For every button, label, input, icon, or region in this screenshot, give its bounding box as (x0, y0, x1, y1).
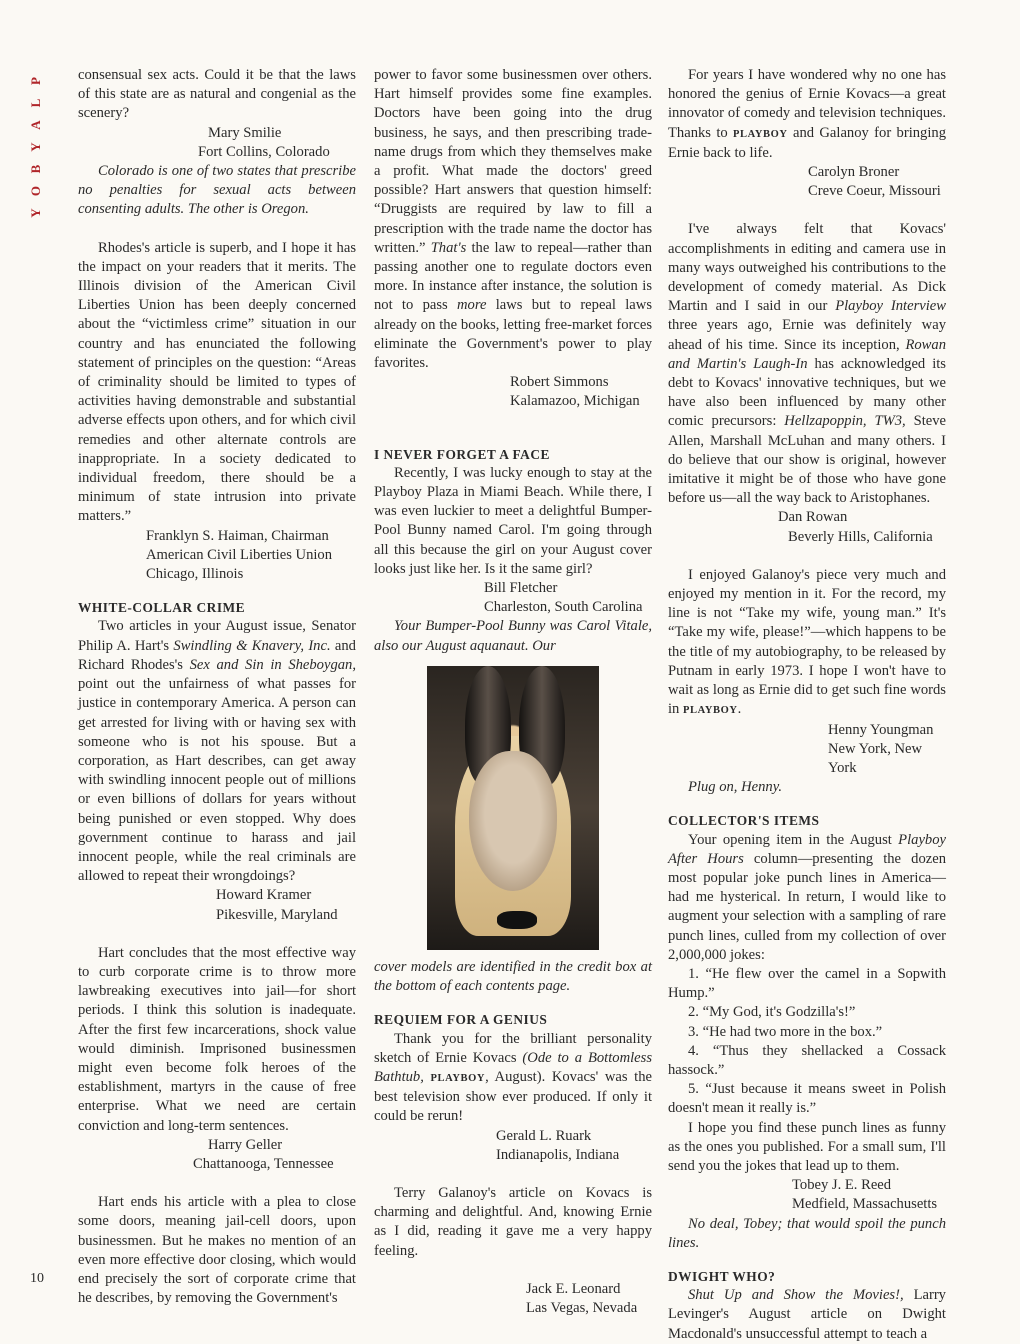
signature-name: Bill Fletcher (484, 580, 558, 597)
signature-name: Henny Youngman (828, 721, 934, 738)
signature-name: Mary Smilie (208, 124, 282, 141)
list-item: 1. “He flew over the camel in a Sopwith Hump.” (668, 965, 946, 1002)
signature-location: Chicago, Illinois (146, 566, 244, 583)
signature (78, 124, 356, 162)
letter-text: I enjoyed Galanoy's piece very much and enjoyed my mention in it. For the record, my line is not “Take my wife, young man.” It's “Take my wife, please!”—which happens to be the title of my autobiography, to be released by Putnam in early 1973. I hope I won't have to wait as long as Ernie did to get such fine words in PLAYBOY. (668, 566, 946, 718)
signature (374, 1280, 652, 1318)
list-item: 2. “My God, it's Godzilla's!” (688, 1004, 856, 1021)
letter-text: For years I have wondered why no one has honored the genius of Ernie Kovacs—a great innovator of comedy and television techniques. Thanks to PLAYBOY and Galanoy for bringing Ernie back to life. (668, 67, 946, 161)
signature (374, 373, 652, 411)
letter-text: consensual sex acts. Could it be that the laws of this state are as natural and congenial as the scenery? (78, 67, 356, 122)
section-heading: REQUIEM FOR A GENIUS (374, 1012, 548, 1028)
letter-text: Recently, I was lucky enough to stay at the Playboy Plaza in Miami Beach. While there, I was even luckier to meet a delightful Bumper-Pool Bunny named Carol. I'm going through all this because the girl on your August cover looks just like her. Is it the same girl? (374, 464, 652, 577)
editor-reply: cover models are identified in the credit box at the bottom of each contents page. (374, 958, 652, 995)
signature-name: Jack E. Leonard (526, 1280, 621, 1297)
bunny-photo (427, 666, 599, 950)
signature-location: Kalamazoo, Michigan (510, 393, 640, 410)
editor-reply: Your Bumper-Pool Bunny was Carol Vitale, also our August aquanaut. Our (374, 618, 652, 654)
letter-text: Thank you for the brilliant personality sketch of Ernie Kovacs (Ode to a Bottomless Bathtub, PLAYBOY, August). Kovacs' was the best television show ever produced. If only it could be rerun! (374, 1030, 652, 1125)
signature-location: Charleston, South Carolina (484, 599, 643, 616)
signature-name: Dan Rowan (778, 509, 848, 526)
letter-text: I hope you find these punch lines as funny as the ones you published. For a small sum, I'll send you the jokes that lead up to them. (668, 1119, 946, 1174)
signature (668, 163, 946, 201)
signature-location: New York, New York (828, 740, 923, 776)
signature-location: Indianapolis, Indiana (496, 1146, 620, 1163)
signature-location: Las Vegas, Nevada (526, 1299, 638, 1316)
section-heading: WHITE-COLLAR CRIME (78, 600, 246, 616)
signature-location: Creve Coeur, Missouri (808, 183, 941, 200)
signature (78, 886, 356, 924)
signature-location: Pikesville, Maryland (216, 906, 338, 923)
signature-location: Medfield, Massachusetts (792, 1196, 938, 1213)
letter-text: Hart ends his article with a plea to close some doors, meaning jail-cell doors, upon businessmen. But he makes no mention of an even more effective door closing, which would end precisely the sort of corporate crime that he describes, by removing the Government's (78, 1194, 356, 1307)
signature (668, 508, 946, 546)
signature (374, 579, 652, 617)
signature-name: Tobey J. E. Reed (792, 1177, 892, 1194)
signature-name: Franklyn S. Haiman, Chairman (146, 527, 329, 544)
letter-text: Two articles in your August issue, Senator Philip A. Hart's Swindling & Knavery, Inc. and Richard Rhodes's Sex and Sin in Sheboygan, point out the unfairness of what passes for justice in contemporary America. A person can get arrested for living with or having sex with someone who is not his spouse. But a corporation, as Hart describes, can get away with swindling innocent people out of millions or even billions of dollars for years without being punished or even stopped. Why does government continue to harass and jail innocent people, while the real criminals are allowed to repeat their wrongdoings? (78, 618, 357, 885)
editor-reply: No deal, Tobey; that would spoil the punch lines. (668, 1215, 946, 1251)
signature-name: Gerald L. Ruark (496, 1127, 592, 1144)
letter-text: Terry Galanoy's article on Kovacs is charming and delightful. And, knowing Ernie as I did, reading it gave me a very happy feeling. (374, 1184, 652, 1259)
section-heading: COLLECTOR'S ITEMS (668, 813, 820, 829)
signature (668, 1176, 946, 1214)
signature-name: Robert Simmons (510, 374, 609, 391)
signature (374, 1127, 652, 1165)
signature-name: Howard Kramer (216, 887, 312, 904)
signature-org: American Civil Liberties Union (146, 546, 333, 563)
letter-text: Rhodes's article is superb, and I hope it has the impact on your readers that it merits. The Illinois division of the American Civil Liberties Union has been deeply concerned about the “victimless crime” situation in our country and has enunciated the following statement of principles on the question: “Areas of criminality should be limited to types of activities having demonstrable and substantial adverse effects upon others, and for which civil remedies and other alternate controls are inappropriate. In a society dedicated to individual freedom, there should be a minimum of state intrusion into private matters.” (78, 239, 356, 525)
letter-text: I've always felt that Kovacs' accomplishments in editing and camera use in many ways outweighed his contributions to the development of comedy material. As Dick Martin and I said in our Playboy Interview three years ago, Ernie was definitely way ahead of his time. Since its inception, Rowan and Martin's Laugh-In has acknowledged its debt to Kovacs' innovative techniques, but we have also been influenced by many other comic precursors: Hellzapoppin, TW3, Steve Allen, Marshall McLuhan and many others. I do believe that our show is original, however imitative it might be of those who have gone before us—all the way back to Aristophanes. (668, 221, 947, 507)
column-2 (374, 66, 652, 1318)
column-3 (668, 66, 946, 1344)
signature-location: Beverly Hills, California (788, 528, 933, 545)
column-1 (78, 66, 356, 1308)
signature (78, 527, 356, 585)
letter-text: Shut Up and Show the Movies!, Larry Levinger's August article on Dwight Macdonald's unsuccessful attempt to teach a (668, 1287, 946, 1342)
letter-text: Your opening item in the August Playboy After Hours column—presenting the dozen most popular joke punch lines in America—had me hysterical. In return, I would like to augment your selection with a sampling of rare punch lines, culled from my collection of over 2,000,000 jokes: (668, 831, 946, 963)
list-item: 4. “Thus they shellacked a Cossack hassock.” (668, 1042, 946, 1078)
signature-name: Harry Geller (208, 1136, 283, 1153)
page-number: 10 (30, 1271, 44, 1286)
signature-name: Carolyn Broner (808, 164, 900, 181)
section-heading: DWIGHT WHO? (668, 1268, 776, 1284)
editor-reply: Plug on, Henny. (688, 779, 783, 796)
signature-location: Chattanooga, Tennessee (193, 1155, 334, 1172)
editor-reply: Colorado is one of two states that prescribe no penalties for sexual acts between consenting adults. The other is Oregon. (78, 163, 356, 218)
signature-location: Fort Collins, Colorado (198, 143, 330, 160)
section-heading: I NEVER FORGET A FACE (374, 446, 550, 462)
list-item: 5. “Just because it means sweet in Polish doesn't mean it really is.” (668, 1081, 946, 1117)
signature (668, 721, 946, 779)
list-item: 3. “He had two more in the box.” (688, 1023, 883, 1040)
signature (78, 1136, 356, 1174)
letter-text: Hart concludes that the most effective way to curb corporate crime is to throw more lawbreaking executives into jail—for short periods. I think this solution is inadequate. After the first few incarcerations, shock value would diminish. Imprisoned businessmen might even become folk heroes of the establishment, martyrs in the cause of free enterprise. What we need are certain conviction and long-term sentences. (78, 944, 356, 1134)
magazine-sidebar-title: P L A Y B O Y (28, 77, 43, 218)
letter-text: power to favor some businessmen over others. Hart himself provides some fine examples. Doctors have been going into the drug business, he says, and then prescribing trade-name drugs from which they themselves make a profit. What made the doctors' greed possible? Hart answers that question himself: “Druggists are required by law to fill a prescription with the trade name the doctor has written.” That's the law to repeal—rather than passing another one to regulate doctors even more. In instance after instance, the solution is not to pass more laws but to repeal laws already on the books, letting free-market forces eliminate the Government's power to play favorites. (374, 67, 652, 372)
